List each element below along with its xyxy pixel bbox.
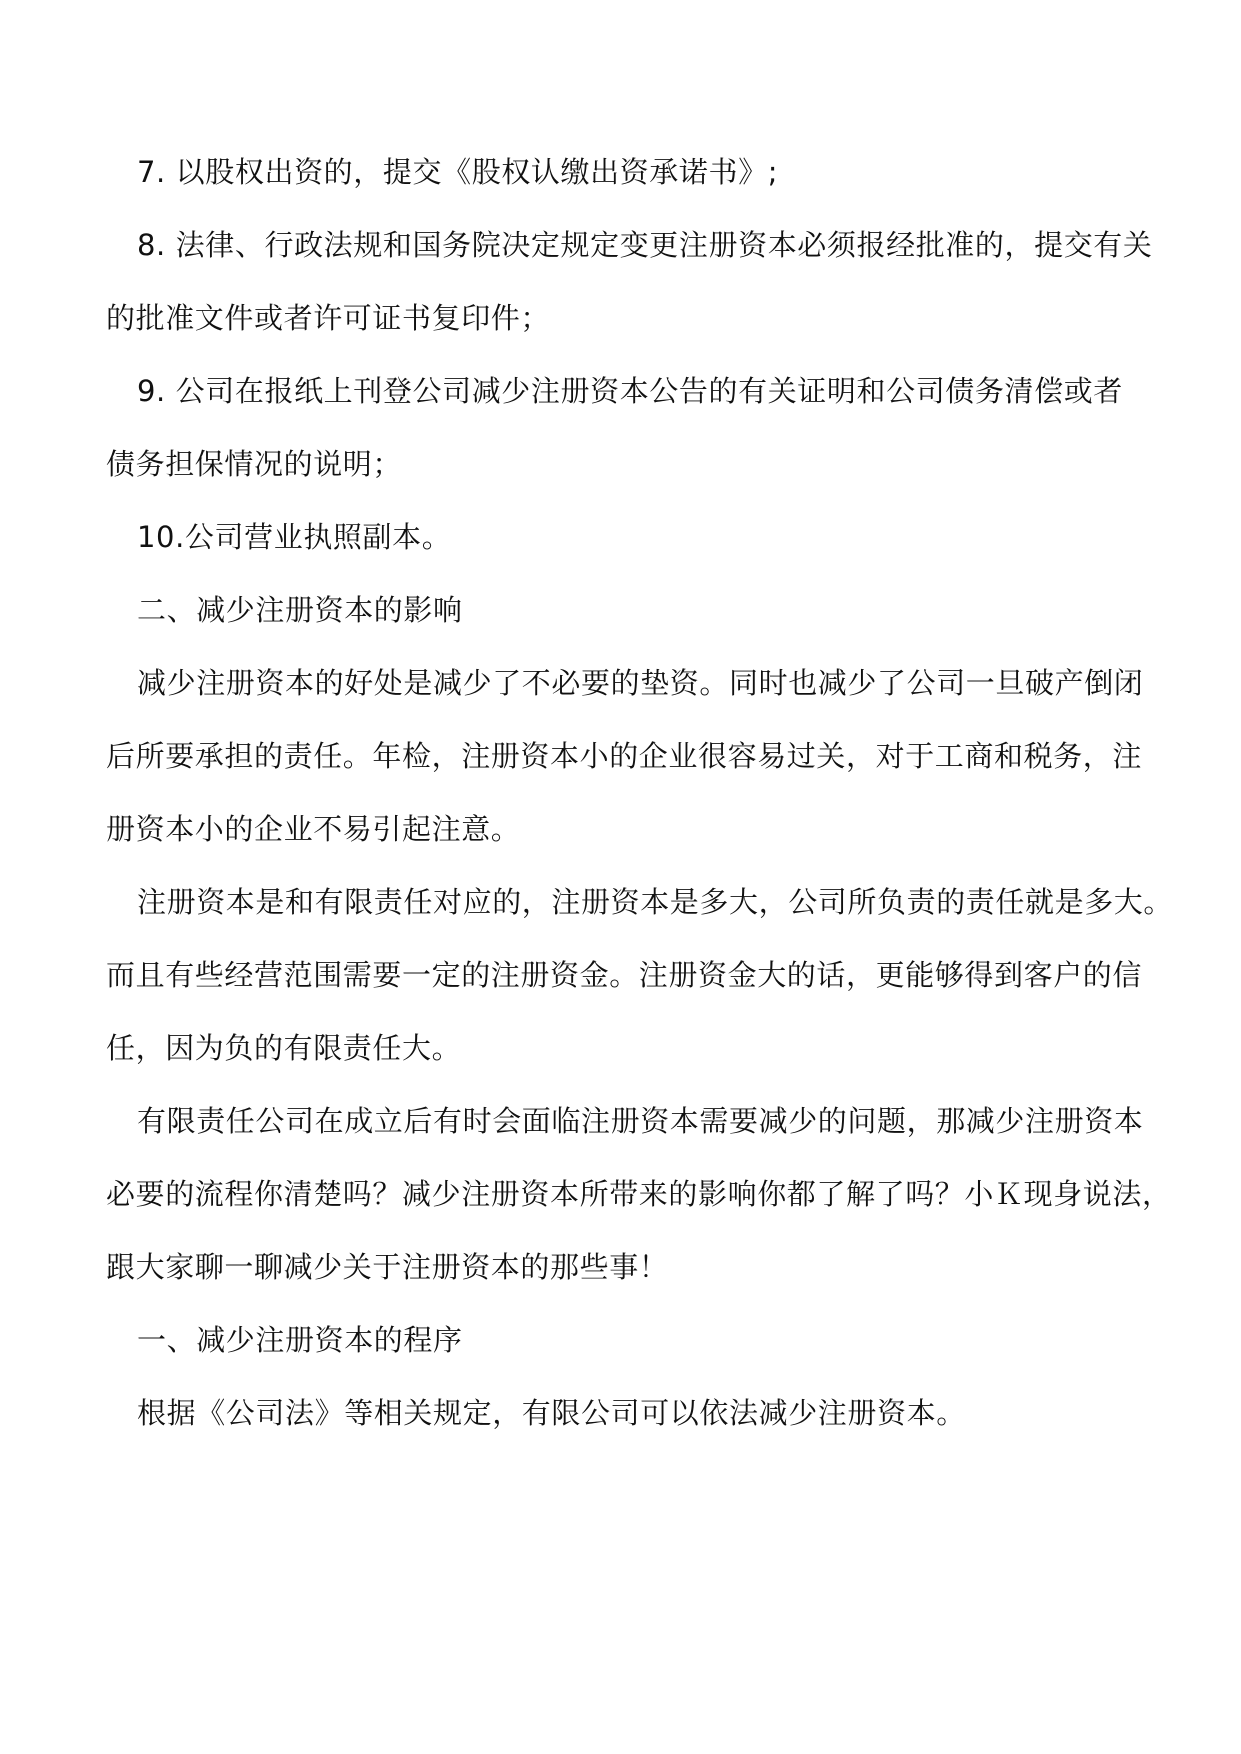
text-line-11: 注册资本是和有限责任对应的，注册资本是多大，公司所负责的责任就是多大。 xyxy=(137,885,1174,919)
text-line-16: 跟大家聊一聊减少关于注册资本的那些事！ xyxy=(106,1250,669,1284)
text-line-5: 债务担保情况的说明； xyxy=(106,447,403,481)
text-line-2: 8. 法律、行政法规和国务院决定规定变更注册资本必须报经批准的，提交有关 xyxy=(137,228,1153,262)
section-heading-impact: 二、减少注册资本的影响 xyxy=(137,593,463,627)
text-line-9: 后所要承担的责任。年检，注册资本小的企业很容易过关，对于工商和税务，注 xyxy=(106,739,1143,773)
text-line-8: 减少注册资本的好处是减少了不必要的垫资。同时也减少了公司一旦破产倒闭 xyxy=(137,666,1144,700)
section-heading-procedure: 一、减少注册资本的程序 xyxy=(137,1323,463,1357)
text-line-12: 而且有些经营范围需要一定的注册资金。注册资金大的话，更能够得到客户的信 xyxy=(106,958,1143,992)
text-line-18: 根据《公司法》等相关规定，有限公司可以依法减少注册资本。 xyxy=(137,1396,966,1430)
text-line-1: 7. 以股权出资的，提交《股权认缴出资承诺书》; xyxy=(137,155,779,189)
text-line-3: 的批准文件或者许可证书复印件； xyxy=(106,301,551,335)
text-line-6: 10.公司营业执照副本。 xyxy=(137,520,452,554)
text-line-14: 有限责任公司在成立后有时会面临注册资本需要减少的问题，那减少注册资本 xyxy=(137,1104,1144,1138)
text-line-10: 册资本小的企业不易引起注意。 xyxy=(106,812,521,846)
text-line-4: 9. 公司在报纸上刊登公司减少注册资本公告的有关证明和公司债务清偿或者 xyxy=(137,374,1123,408)
text-line-13: 任，因为负的有限责任大。 xyxy=(106,1031,462,1065)
text-line-15: 必要的流程你清楚吗？减少注册资本所带来的影响你都了解了吗？小Ｋ现身说法， xyxy=(106,1177,1172,1211)
